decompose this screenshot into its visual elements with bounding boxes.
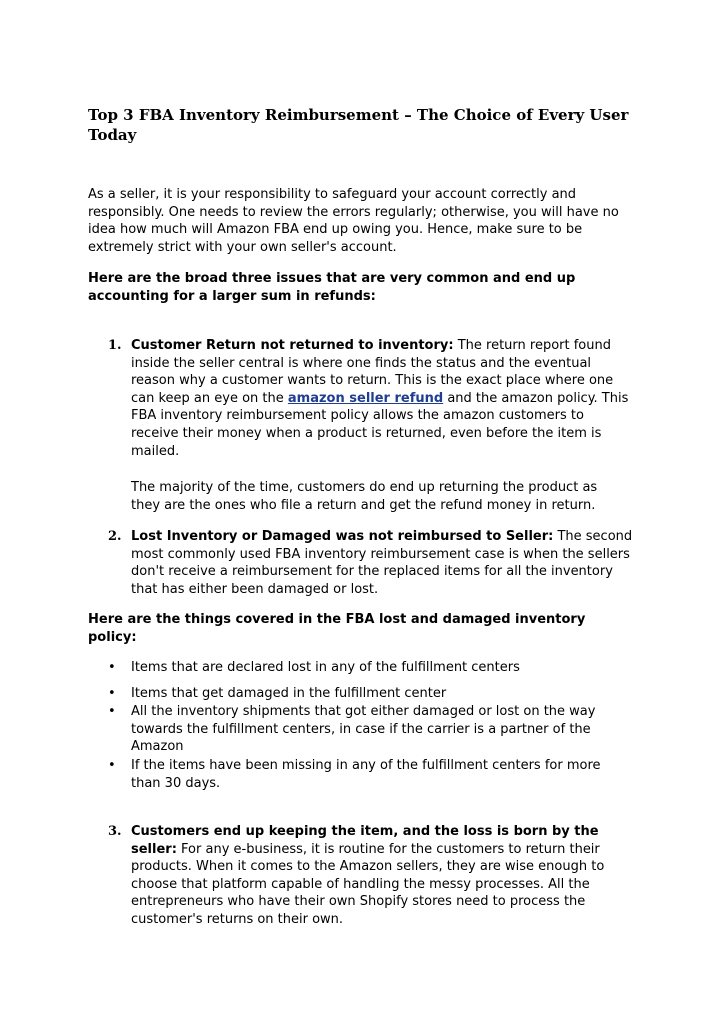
bullet-marker: • (108, 660, 116, 675)
bullet-item: If the items have been missing in any of the fulfillment centers for more than 30 days. (131, 758, 601, 791)
amazon-seller-refund-link[interactable]: amazon seller refund (287, 390, 444, 406)
bullet-item: All the inventory shipments that got either damaged or lost on the way towards the fulfillment centers, in case if the carrier is a partner of the Amazon (131, 704, 596, 755)
list-item-heading: Customers end up keeping the item, and the loss is born by the seller: (131, 824, 599, 857)
policy-lead-paragraph: Here are the things covered in the FBA lost and damaged inventory policy: (88, 612, 586, 645)
list-item-text: The second most commonly used FBA inventory reimbursement case is when the sellers don't receive a reimbursement for the replaced items for all the inventory that has either been damaged or lost. (131, 529, 633, 597)
list-item-customers-keep (131, 823, 621, 929)
list-item-paragraph: The majority of the time, customers do end up returning the product as they are the ones who file a return and get the refund money in return. (131, 480, 598, 513)
list-item-heading: Lost Inventory or Damaged was not reimbursed to Seller: (131, 529, 554, 544)
bullet-item: Items that are declared lost in any of the fulfillment centers (131, 660, 520, 675)
bullet-marker: • (108, 704, 116, 719)
bullet-item: Items that get damaged in the fulfillment center (131, 686, 447, 701)
issues-lead-paragraph: Here are the broad three issues that are very common and end up accounting for a larger sum in refunds: (88, 271, 576, 304)
bullet-marker: • (108, 758, 116, 773)
list-item-customer-return (131, 337, 631, 460)
list-item-text: For any e-business, it is routine for the customers to return their products. When it comes to the Amazon sellers, they are wise enough to choose that platform capable of handling the messy processes. All the entrepreneurs who have their own Shopify stores need to process the customer's returns on their own. (131, 841, 605, 927)
list-item-text: The return report found inside the seller central is where one finds the status and the eventual reason why a customer wants to return. This is the exact place where one can keep an eye on the (131, 338, 614, 406)
list-number-1: 1. (108, 338, 122, 353)
list-item-text: and the amazon policy. This FBA inventory reimbursement policy allows the amazon customers to receive their money when a product is returned, even before the item is mailed. (131, 390, 629, 459)
intro-paragraph: As a seller, it is your responsibility to safeguard your account correctly and responsibly. One needs to review the errors regularly; otherwise, you will have no idea how much will Amazon FBA end up owing you. Hence, make sure to be extremely strict with your own seller's account. (88, 187, 619, 255)
document-title: Top 3 FBA Inventory Reimbursement – The Choice of Every User Today (88, 106, 629, 144)
bullet-marker: • (108, 686, 116, 701)
list-item-heading: Customer Return not returned to inventory: (131, 338, 454, 353)
list-number-3: 3. (108, 824, 122, 839)
list-number-2: 2. (108, 529, 122, 544)
list-item-lost-inventory (131, 528, 633, 598)
